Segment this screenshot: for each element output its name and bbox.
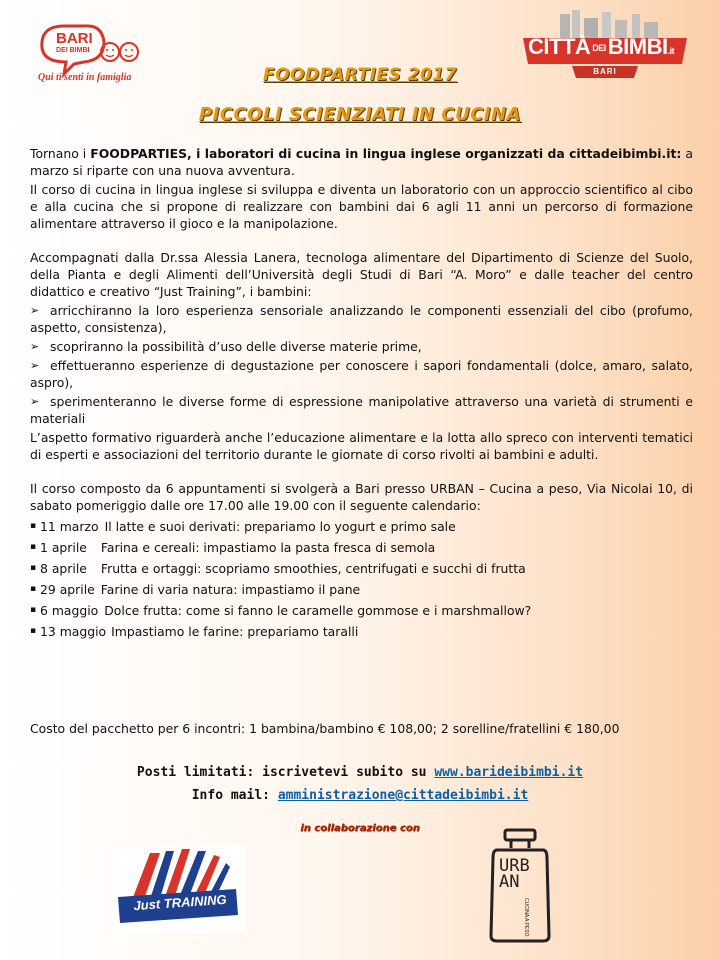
calendar-item: [30, 537, 693, 558]
urban-wordmark: URBAN: [499, 856, 530, 892]
list-item-text: effettueranno esperienze di degustazione per conoscere i sapori fondamentali (dolce, amaro, salato, aspro),: [30, 358, 693, 390]
intro-text-c: a marzo si riparte con una nuova avventura.: [30, 146, 693, 178]
citta-logo-main: [528, 34, 674, 60]
list-item-text: arricchiranno la loro esperienza sensoriale analizzando le componenti essenziali del cibo (profumo, aspetto, consistenza),: [30, 303, 693, 335]
document-body: [30, 145, 693, 642]
email-link[interactable]: amministrazione@cittadeibimbi.it: [277, 788, 529, 803]
intro-paragraph-2: Il corso di cucina in lingua inglese si sviluppa e diventa un laboratorio con un approccio scientifico al cibo e alla cucina che si propone di realizzare con bambini dai 6 agli 11 anni un percorso di formazione alimentare attraverso il gioco e la manipolazione.: [30, 182, 693, 231]
citta-logo-dei: DEI: [592, 43, 606, 54]
calendar-text: Frutta e ortaggi: scopriamo smoothies, centrifugati e succhi di frutta: [100, 561, 526, 576]
calendar-text: Farina e cereali: impastiamo la pasta fresca di semola: [100, 540, 436, 555]
bari-logo-title: BARI: [56, 30, 93, 47]
calendar-text: Dolce frutta: come si fanno le caramelle gommose e i marshmallow?: [104, 603, 532, 618]
arrow-bullet-icon: ➢: [30, 359, 40, 372]
calendar-date: 29 aprile: [40, 582, 95, 597]
section2-closing: L’aspetto formativo riguarderà anche l’educazione alimentare e la lotta allo spreco con interventi tematici di esperti e associazioni del territorio durante le giornate di corso rivolti ai bambini e adulti.: [30, 430, 693, 462]
bari-logo-subtitle: DEI BIMBI: [56, 47, 90, 54]
intro-paragraph-1: [30, 145, 693, 179]
list-item: [30, 302, 693, 336]
section2-paragraph: Accompagnati dalla Dr.ssa Alessia Lanera, tecnologa alimentare del Dipartimento di Scienze del Suolo, della Pianta e degli Alimenti dell’Università degli Studi di Bari “A. Moro” e dalle teacher del centro didattico e creativo “Just Training”, i bambini:: [30, 250, 693, 299]
list-item: [30, 357, 693, 391]
calendar-text: Il latte e suoi derivati: prepariamo lo yogurt e primo sale: [104, 519, 456, 534]
list-item: [30, 393, 693, 427]
calendar-text: Impastiamo le farine: prepariamo taralli: [111, 624, 359, 639]
arrow-bullet-icon: ➢: [30, 340, 40, 353]
square-bullet-icon: ▪: [30, 626, 37, 636]
calendar-item: [30, 600, 693, 621]
arrow-bullet-icon: ➢: [30, 304, 40, 317]
urban-subtext: CUCINA A PESO: [523, 898, 529, 937]
just-training-graphic: [110, 845, 246, 933]
square-bullet-icon: ▪: [30, 542, 37, 552]
calendar-item: [30, 621, 693, 642]
page-title: FOODPARTIES 2017: [262, 65, 458, 85]
section3-paragraph: Il corso composto da 6 appuntamenti si svolgerà a Bari presso URBAN – Cucina a peso, Via Nicolai 10, di sabato pomeriggio dalle ore 17.00 alle 19.00 con il seguente calendario:: [30, 481, 693, 513]
citta-logo-suffix: .it: [667, 46, 675, 56]
mail-label: Info mail:: [191, 788, 278, 803]
info-mail-line: [0, 788, 720, 803]
collaboration-label: in collaborazione con: [300, 823, 420, 834]
posti-limitati-line: [0, 765, 720, 780]
calendar-item: [30, 579, 693, 600]
calendar-list: [30, 516, 693, 642]
calendar-item: [30, 516, 693, 537]
calendar-date: 13 maggio: [40, 624, 107, 639]
website-link[interactable]: www.barideibimbi.it: [434, 765, 584, 780]
list-item-text: scopriranno la possibilità d’uso delle diverse materie prime,: [50, 339, 422, 354]
arrow-bullet-icon: ➢: [30, 395, 40, 408]
posti-label: Posti limitati: iscrivetevi subito su: [136, 765, 435, 780]
citta-logo-word: CITTÀ: [528, 34, 591, 59]
calendar-text: Farine di varia natura: impastiamo il pane: [100, 582, 361, 597]
urban-logo: [487, 828, 553, 944]
just-training-logo: [110, 845, 246, 933]
just-training-text: Just TRAINING: [132, 891, 227, 914]
intro-text-bold: FOODPARTIES, i laboratori di cucina in lingua inglese organizzati da cittadeibimbi.it:: [90, 146, 682, 161]
page-subtitle: PICCOLI SCIENZIATI IN CUCINA: [198, 104, 522, 125]
calendar-date: 1 aprile: [40, 540, 87, 555]
cost-line: Costo del pacchetto per 6 incontri: 1 bambina/bambino € 108,00; 2 sorelline/fratellini € 180,00: [30, 721, 620, 736]
square-bullet-icon: ▪: [30, 563, 37, 573]
citta-logo-city: BARI: [593, 67, 617, 76]
calendar-date: 8 aprile: [40, 561, 87, 576]
bari-logo-tagline: Qui ti senti in famiglia: [38, 72, 132, 83]
calendar-item: [30, 558, 693, 579]
intro-text-a: Tornano i: [30, 146, 91, 161]
square-bullet-icon: ▪: [30, 605, 37, 615]
square-bullet-icon: ▪: [30, 584, 37, 594]
urban-text: [499, 858, 535, 890]
calendar-date: 11 marzo: [40, 519, 99, 534]
citta-logo-bimbi: BIMBI: [607, 34, 668, 59]
list-item: [30, 338, 693, 355]
list-item-text: sperimenteranno le diverse forme di espressione manipolative attraverso una varietà di strumenti e materiali: [30, 394, 693, 426]
calendar-date: 6 maggio: [40, 603, 99, 618]
square-bullet-icon: ▪: [30, 521, 37, 531]
